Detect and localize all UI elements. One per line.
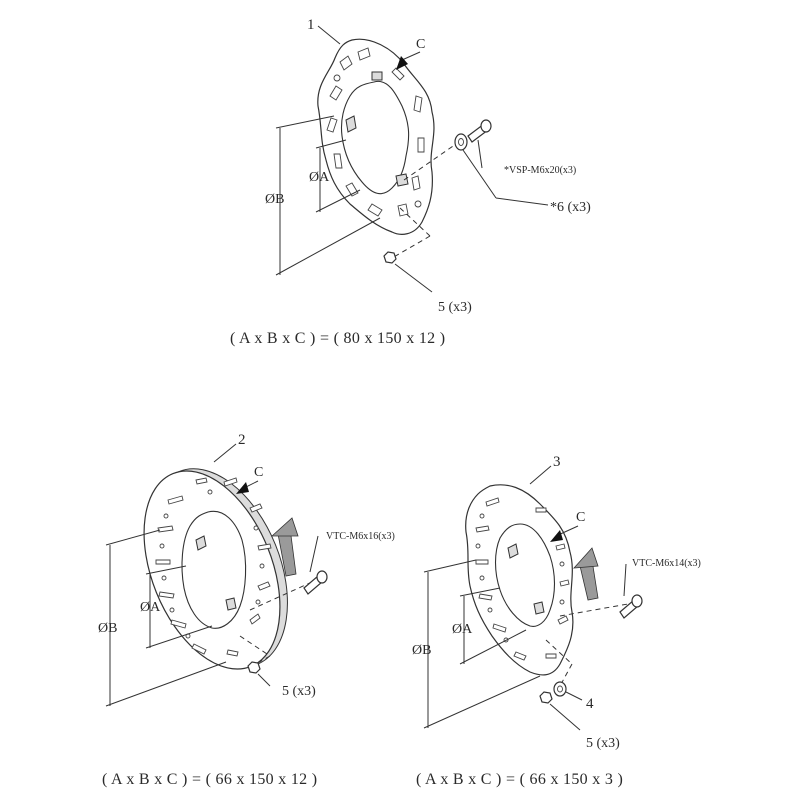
part-2-hole <box>170 608 174 612</box>
part-3-screw-leader <box>624 564 626 596</box>
part-2-hole <box>208 490 212 494</box>
part-2-leader <box>214 444 236 462</box>
part-1-screw-leader <box>478 140 482 168</box>
part-1-caption: ( A x B x C ) = ( 80 x 150 x 12 ) <box>230 330 446 347</box>
part-1-washer-leader <box>463 150 496 198</box>
part-2-hole <box>164 514 168 518</box>
part-3-hole <box>480 514 484 518</box>
part-1-hole <box>415 201 421 207</box>
part-3-label-b: ØB <box>412 643 432 658</box>
part-3-hw-nut: 5 (x3) <box>586 736 620 751</box>
part-1-c-leader <box>402 52 420 60</box>
part-1-leader <box>318 26 340 44</box>
part-2-hole <box>162 576 166 580</box>
part-2-number: 2 <box>238 432 246 448</box>
part-3-spacer-leader <box>566 692 582 700</box>
part-1-washer-leader <box>496 198 548 205</box>
part-3-hole <box>476 544 480 548</box>
part-2-hole <box>256 600 260 604</box>
part-1-axis <box>392 236 430 258</box>
part-1-slot <box>412 176 420 190</box>
part-3-slot <box>546 654 556 658</box>
part-2-rotation-arrowhead <box>272 518 298 536</box>
part-2-c-arrowhead <box>236 482 249 494</box>
part-2-hole <box>160 544 164 548</box>
part-1-label-b: ØB <box>265 192 285 207</box>
part-3-hole <box>560 562 564 566</box>
part-1-hole <box>334 75 340 81</box>
part-1-number: 1 <box>307 17 315 33</box>
part-2-hole <box>260 564 264 568</box>
part-1-mount-tab <box>396 174 408 186</box>
part-3-hw-screw: VTC-M6x14(x3) <box>632 558 701 569</box>
part-3-rotation-arrowhead <box>574 548 598 568</box>
part-3-slot <box>536 508 546 512</box>
part-3-slot <box>476 560 488 564</box>
part-2-screw-head <box>317 571 327 583</box>
part-3-assembly <box>412 454 701 788</box>
part-3-hole <box>560 600 564 604</box>
part-1-mount-tab <box>372 72 382 80</box>
part-1-slot <box>398 204 408 216</box>
part-2-hw-nut: 5 (x3) <box>282 684 316 699</box>
part-3-nut-leader <box>550 704 580 730</box>
part-2-label-c: C <box>254 465 264 480</box>
part-2-label-b: ØB <box>98 621 118 636</box>
part-1-hw-screw: *VSP-M6x20(x3) <box>504 165 577 176</box>
part-1-slot <box>418 138 424 152</box>
part-1-assembly <box>230 17 591 347</box>
part-2-caption: ( A x B x C ) = ( 66 x 150 x 12 ) <box>102 771 318 788</box>
part-2-screw-leader <box>310 536 318 572</box>
part-3-hw-spacer: 4 <box>586 696 594 712</box>
part-1-screw-head <box>481 120 491 132</box>
part-3-screw-head <box>632 595 642 607</box>
part-2-dim-b-ext <box>106 662 226 706</box>
part-3-label-c: C <box>576 510 586 525</box>
part-2-mount-tab <box>226 598 236 610</box>
part-1-nut-leader <box>395 264 432 292</box>
part-1-nut <box>384 252 396 263</box>
part-3-number: 3 <box>553 454 561 470</box>
part-2-assembly <box>98 432 395 788</box>
part-2-nut <box>248 662 260 673</box>
part-1-label-c: C <box>416 37 426 52</box>
part-1-hw-nut: 5 (x3) <box>438 300 472 315</box>
part-3-dim-b-ext <box>424 676 540 728</box>
part-3-hole <box>488 608 492 612</box>
part-3-label-a: ØA <box>452 622 473 637</box>
part-3-leader <box>530 466 551 484</box>
part-3-nut <box>540 692 552 703</box>
part-3-mount-tab <box>534 602 544 614</box>
part-2-hw-screw: VTC-M6x16(x3) <box>326 531 395 542</box>
part-3-caption: ( A x B x C ) = ( 66 x 150 x 3 ) <box>416 771 624 788</box>
part-3-spacer-hole <box>558 686 563 692</box>
part-2-nut-leader <box>258 674 270 686</box>
part-1-label-a: ØA <box>309 170 330 185</box>
part-1-washer-hole <box>459 139 464 146</box>
part-2-hole <box>254 526 258 530</box>
part-1-dim-b-ext <box>276 218 380 275</box>
part-3-hole <box>480 576 484 580</box>
part-2-label-a: ØA <box>140 600 161 615</box>
part-2-slot <box>156 560 170 564</box>
part-1-hw-washer: *6 (x3) <box>550 200 591 215</box>
